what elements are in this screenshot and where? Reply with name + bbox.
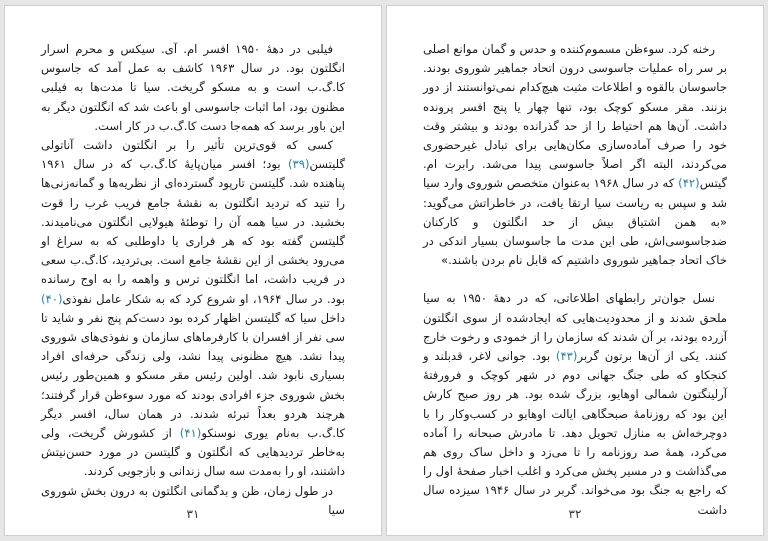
footnote-reference[interactable]: (۳۹) xyxy=(287,157,310,172)
right-page-text xyxy=(423,40,727,520)
footnote-reference[interactable]: (۴۰) xyxy=(41,291,63,306)
paragraph xyxy=(423,289,727,519)
right-page xyxy=(387,6,763,535)
paragraph-text: که در سال ۱۹۶۸ به‌عنوان متخصص شوروی وارد سیا شد و سپس به ریاست سیا ارتقا یافت، در خاطراتش می‌گوید: «به همن اشتیاق بیش از حد انگلتون و کارکنان ضدجاسوسی‌اش، طی این مدت ما جاسوسان بسیار اندکی در خاک اتحاد جماهیر شوروی داشتیم که قابل نام بردن باشند.» xyxy=(423,176,727,268)
paragraph-text: داخل سیا که گلیتسن اظهار کرده بود دست‌کم پنج نفر و شاید تا سی نفر از افسران با کارفرماهای سازمان و نفوذی‌های شوروی پیدا نشد. هیچ مظنونی پیدا نشد، ولی زندگی حرفه‌ای افراد بسیاری نابود شد. اولین رئیس مقر مسکو و همین‌طور رئیس بخش شوروی جزء افرادی بودند که مورد سوءظن قرار گرفتند؛ هرچند هردو بعداً تبرئه شدند. در همان سال، افسر دیگر کا.گ.ب به‌نام یوری نوسنکو xyxy=(41,310,345,441)
right-page-number: ۳۲ xyxy=(568,507,582,521)
left-page-number: ۳۱ xyxy=(186,507,200,521)
footnote-reference[interactable]: (۴۲) xyxy=(678,176,700,191)
paragraph-text: نسل جوان‌تر رابطهای اطلاعاتی، که در دهۀ ۱۹۵۰ به سیا ملحق شدند و از محدودیت‌هایی که ایجادشده از سوی انگلتون آزرده بودند، بر آن شدند که سازمان را از خمودی و رخوت خارج کنند. یکی از آن‌ها برتون گربر xyxy=(423,291,727,364)
footnote-reference[interactable]: (۴۱) xyxy=(179,426,202,441)
paragraph-text: بود؛ افسر میان‌پایهٔ کا.گ.ب که در سال ۱۹۶۱ پناهنده شد. گلیتسن تارپود گسترده‌ای از نظریه‌ها و گمانه‌زنی‌ها را تنید که تردید انگلتون به نقشهٔ جامع فریب غرب را قوت بخشید. در سیا همه آن را توطئهٔ هیولایی انگلتون می‌نامیدند. گلیتسن گفته بود که هر فراری یا داوطلبی که به سراغ او می‌رود بخشی از این نقشهٔ جامع است. بی‌تردید، کا.گ.ب سعی در فریب داشت، اما انگلتون ترس و واهمه را به اوج رسانده بود. در سال ۱۹۶۴، او شروع کرد که به شکار عامل نفوذی xyxy=(41,157,345,306)
paragraph-text: از کشورش گریخت، ولی به‌خاطر تردیدهایی که انگلتون و گلیتسن در مورد حسن‌نیتش داشتند، او را به‌مدت سه سال زندانی و بازجویی کردند. xyxy=(41,426,345,479)
paragraph-text: رخنه کرد. سوءظن مسموم‌کننده و حدس و گمان موانع اصلی بر سر راه عملیات جاسوسی درون اتحاد جماهیر شوروی بودند. جاسوسان بالقوه و اطلاعات مثبت هیچ‌کدام نمی‌توانستند از دور بزنند. مقر مسکو کوچک بود، تنها چهار یا پنج افسر پرونده داشت. آن‌ها هم احتیاط را از حد گذرانده بودند و بیشتر وقت خود را صرف آماده‌سازی مکان‌هایی برای تبادل غیرحضوری می‌کردند، البته اگر اصلاً جاسوسی پیدا می‌شد. رابرت ام. گیتس xyxy=(423,42,727,191)
paragraph xyxy=(41,40,345,136)
left-page xyxy=(5,6,381,535)
paragraph-text: فیلبی در دهۀ ۱۹۵۰ افسر ام. آی. سیکس و محرم اسرار انگلتون بود. در سال ۱۹۶۳ کاشف به عمل آمد که جاسوس کا.گ.ب است و به مسکو گریخت. سیا تا مدت‌ها به فیلبی مظنون بود، اما اثبات جاسوسی او باعث شد که انگلتون دیگر به این باور برسد که همه‌جا دست کا.گ.ب در کار است. xyxy=(41,42,345,133)
paragraph xyxy=(41,136,345,482)
left-page-text xyxy=(41,40,345,520)
paragraph-text: کسی که قوی‌ترین تأثیر را بر انگلتون داشت آناتولی گلیتسن xyxy=(41,138,345,172)
paragraph-text: در طول زمان، ظن و بدگمانی انگلتون به درون بخش شوروی سیا xyxy=(41,483,345,517)
footnote-reference[interactable]: (۴۳) xyxy=(555,349,578,364)
paragraph-text: بود. جوانی لاغر، قدبلند و کنجکاو که طی جنگ جهانی دوم در شهر کوچک و فرورفتۀ آرلینگتون شمالی اوهایو، بزرگ شده بود. هر روز صبح کارش این بود که روزنامهٔ صبحگاهی ایالت اوهایو در کسب‌وکار را با دوچرخه‌اش به منازل تحویل دهد. تا مادرش صبحانه را آماده می‌کرد، همهٔ صد روزنامه را تا می‌زد و داخل ساک روی هم می‌گذاشت و در مسیر پخش می‌کرد و اغلب اخبار صفحهٔ اول را که راجع به جنگ بود می‌خواند. گربر در سال ۱۹۴۶ سیزده سال داشت xyxy=(423,349,727,517)
paragraph xyxy=(423,40,727,270)
